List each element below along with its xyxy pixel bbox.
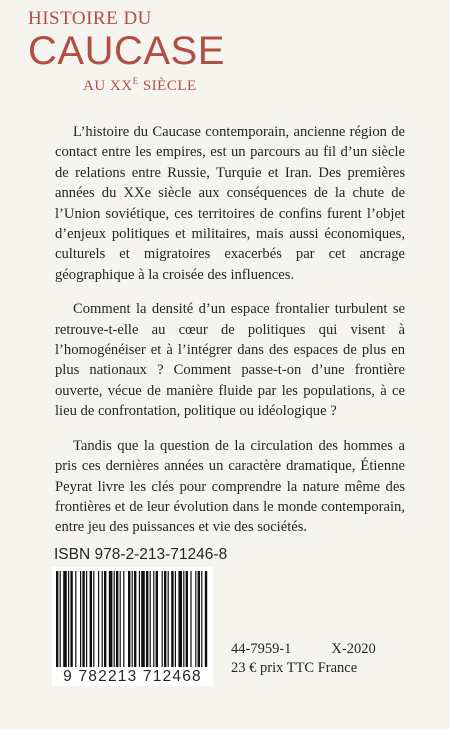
barcode — [52, 567, 213, 684]
title-line-3: AU $XX^E$ SIÈCLE — [83, 76, 197, 94]
barcode-bar — [175, 571, 176, 667]
barcode-bar — [198, 571, 200, 667]
barcode-bar — [98, 571, 99, 667]
barcode-number: 9 782213 712468 — [52, 668, 213, 686]
barcode-bar — [114, 571, 115, 667]
barcode-bar — [183, 571, 184, 667]
barcode-bar — [205, 571, 207, 667]
back-cover-text — [55, 122, 405, 552]
publication-date: X-2020 — [331, 641, 376, 657]
barcode-bar — [178, 571, 182, 667]
barcode-bar — [139, 571, 140, 667]
price: 23 € prix TTC France — [231, 660, 358, 676]
barcode-bar — [70, 571, 72, 667]
barcode-bar — [156, 571, 158, 667]
barcode-bar — [150, 571, 151, 667]
barcode-bars — [52, 567, 213, 671]
barcode-bar — [168, 571, 169, 667]
barcode-bar — [68, 571, 69, 667]
barcode-bar — [60, 571, 61, 667]
barcode-bar — [102, 571, 103, 667]
barcode-bar — [116, 571, 118, 667]
barcode-bar — [134, 571, 136, 667]
paragraph-1: L’histoire du Caucase contemporain, ancienne région de contact entre les empires, est un parcours au fil d’un siècle de relations entre Russie, Turquie et Iran. Des premières années du XXe siècle aux conséquences de la chute de l’Union soviétique, ces territoires de confins furent l’objet d’enjeux politiques et militaires, mais aussi économiques, culturels et migratoires exacerbés par cet ancrage géographique à la croisée des influences. — [55, 124, 405, 283]
barcode-bar — [86, 571, 87, 667]
barcode-bar — [109, 571, 113, 667]
title-line-1: HISTOIRE DU — [28, 8, 152, 29]
barcode-bar — [90, 571, 92, 667]
barcode-bar — [75, 571, 76, 667]
barcode-bar — [141, 571, 145, 667]
barcode-bar — [63, 571, 67, 667]
title-line-2: CAUCASE — [28, 29, 225, 73]
isbn-label: ISBN 978-2-213-71246-8 — [54, 546, 228, 563]
barcode-bar — [186, 571, 188, 667]
barcode-bar — [146, 571, 148, 667]
barcode-bar — [171, 571, 173, 667]
publisher-code: 44-7959-1 — [231, 641, 292, 657]
barcode-bar — [56, 571, 58, 667]
barcode-bar — [153, 571, 154, 667]
paragraph-3: Tandis que la question de la circulation des hommes a pris ces dernières années un caractère dramatique, Étienne Peyrat livre les clés pour comprendre la nature même des frontières et de leur évolution dans le monde contemporain, entre jeu des puissances et vie des sociétés. — [55, 437, 405, 536]
barcode-bar — [195, 571, 196, 667]
barcode-bar — [120, 571, 121, 667]
barcode-bar — [128, 571, 130, 667]
barcode-bar — [162, 571, 163, 667]
barcode-bar — [82, 571, 84, 667]
barcode-bar — [104, 571, 106, 667]
barcode-bar — [123, 571, 124, 667]
book-title — [28, 8, 225, 95]
barcode-bar — [190, 571, 191, 667]
barcode-bar — [201, 571, 202, 667]
publisher-meta — [231, 640, 376, 678]
barcode-bar — [80, 571, 81, 667]
barcode-bar — [93, 571, 94, 667]
paragraph-2: Comment la densité d’un espace frontalier turbulent se retrouve-t-elle au cœur de politiques qui visent à l’homogénéiser et à l’intégrer dans des espaces de plus en plus nationaux ? Comment passe-t-on d’une frontière ouverte, vécue de manière fluide par les populations, à ce lieu de confrontation, politique ou idéologique ? — [55, 301, 405, 420]
barcode-bar — [132, 571, 133, 667]
barcode-bar — [164, 571, 166, 667]
